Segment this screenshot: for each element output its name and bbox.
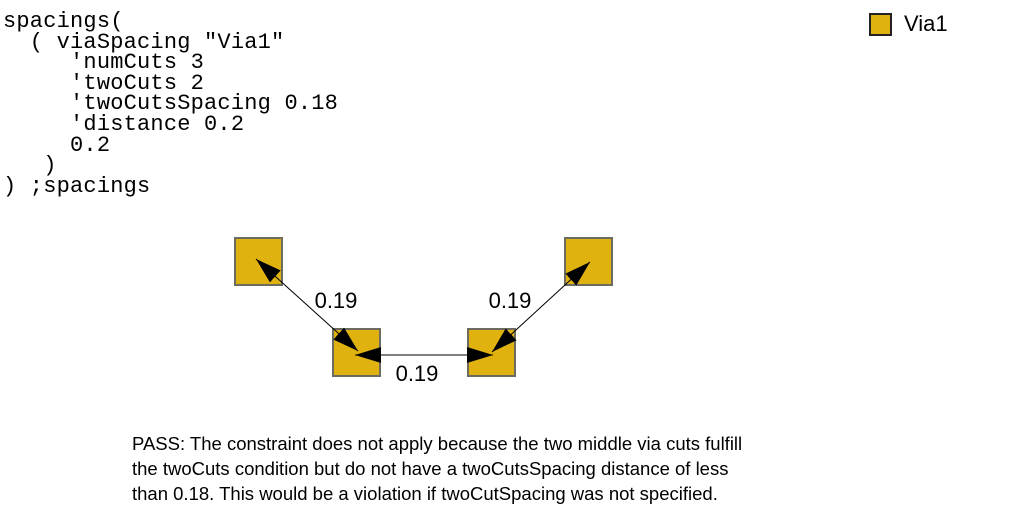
via-cut-2	[333, 329, 380, 376]
spacing-value-middle: 0.19	[395, 361, 439, 386]
via-cut-3	[468, 329, 515, 376]
caption-line-3: than 0.18. This would be a violation if twoCutSpacing was not specified.	[132, 483, 718, 504]
legend-label: Via1	[904, 11, 948, 36]
caption-line-2: the twoCuts condition but do not have a twoCutsSpacing distance of less	[132, 458, 729, 479]
spacing-value-right: 0.19	[488, 288, 532, 313]
skill-code-block: spacings( ( viaSpacing "Via1" 'numCuts 3 'twoCuts 2 'twoCutsSpacing 0.18 'distance 0.2 0.2 ) ) ;spacings	[3, 9, 339, 199]
result-caption	[132, 431, 742, 506]
caption-line-1: PASS: The constraint does not apply because the two middle via cuts fulfill	[132, 433, 743, 454]
spacing-value-left: 0.19	[314, 288, 358, 313]
